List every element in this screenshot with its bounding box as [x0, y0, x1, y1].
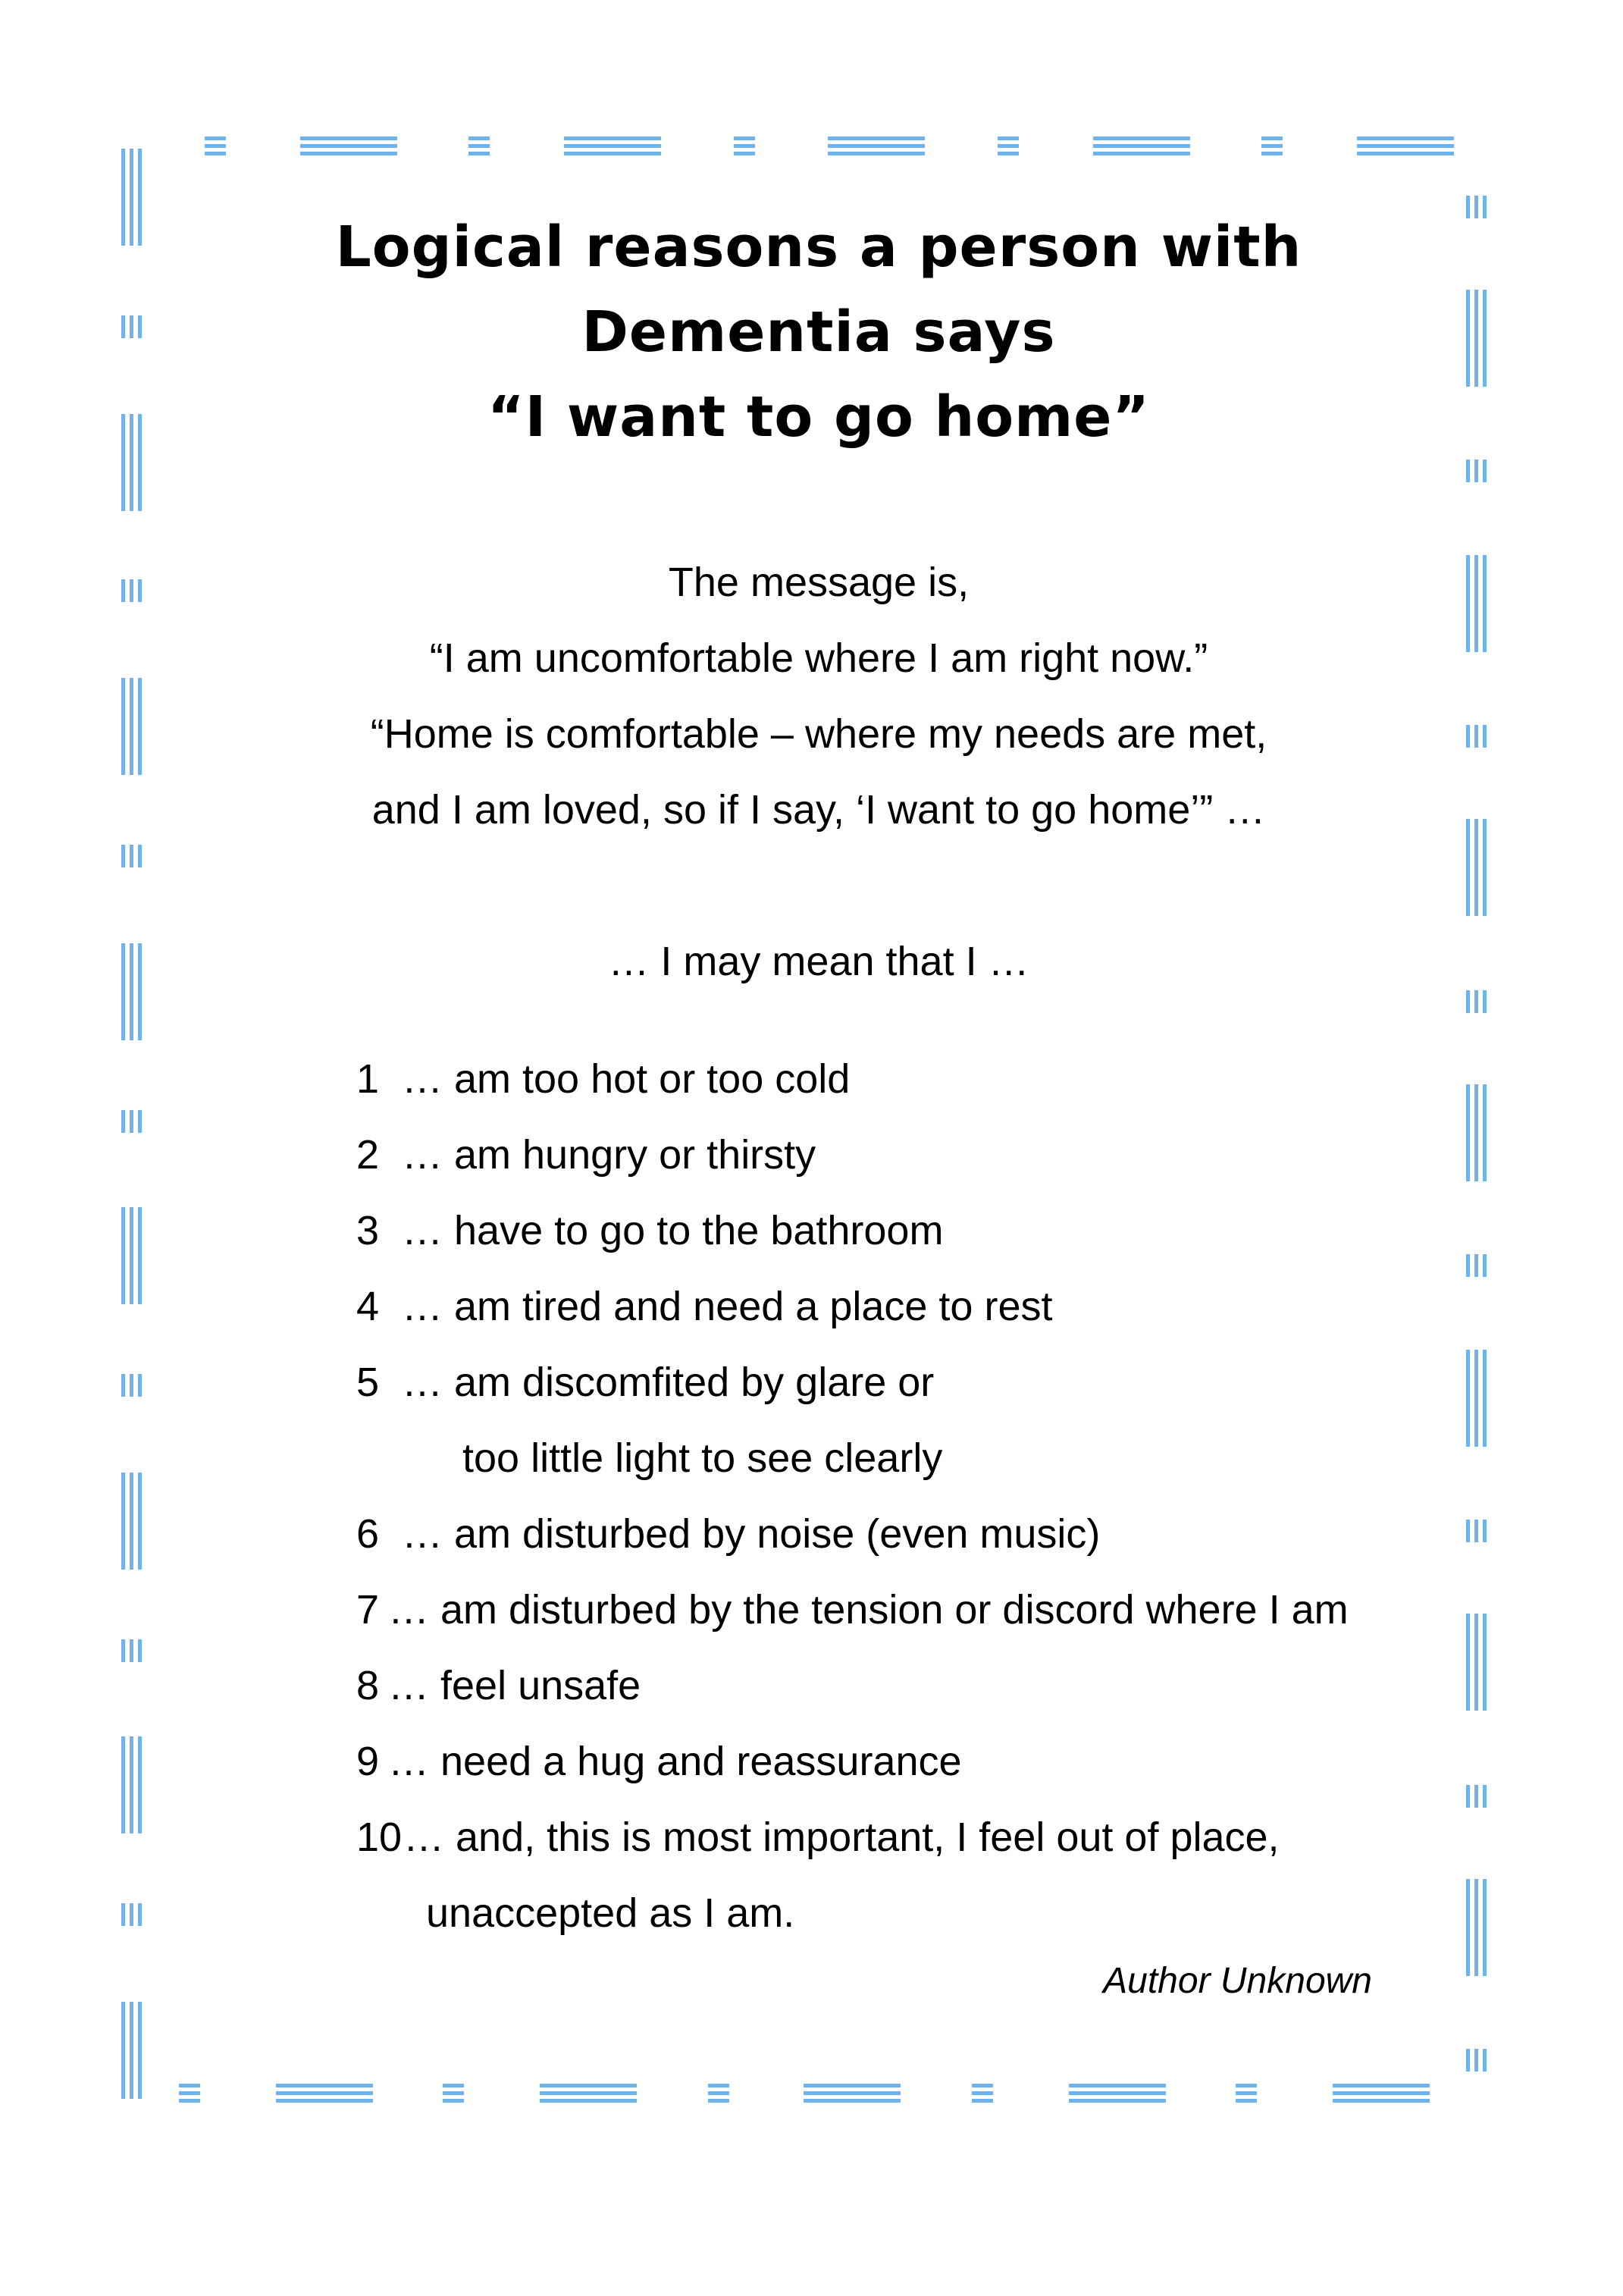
item-number: 9 [356, 1739, 380, 1784]
list-item [356, 1648, 1448, 1724]
border-dash [1466, 1084, 1487, 1181]
border-dash [1466, 1254, 1487, 1277]
item-number: 1 [356, 1056, 380, 1102]
list-item [356, 1724, 1448, 1799]
item-text: … have to go to the bathroom [402, 1208, 944, 1253]
reasons-list [356, 1041, 1448, 1951]
border-dash [121, 414, 142, 511]
title-line: “I want to go home” [487, 384, 1151, 450]
list-item-continuation [356, 1420, 1448, 1496]
border-dash [564, 136, 661, 155]
border-dash [1466, 725, 1487, 748]
border-dash [121, 1110, 142, 1133]
border-dash [179, 2084, 200, 2103]
border-dash [121, 845, 142, 867]
message-line: “I am uncomfortable where I am right now.” [429, 635, 1208, 681]
border-dash [804, 2084, 901, 2103]
list-item [356, 1496, 1448, 1572]
item-text: … am hungry or thirsty [402, 1132, 816, 1178]
border-dash [1466, 990, 1487, 1013]
message-block [227, 544, 1410, 848]
border-dash [828, 136, 925, 155]
document-title [227, 205, 1410, 460]
border-dash [121, 943, 142, 1040]
border-dash [300, 136, 397, 155]
item-text: … am disturbed by noise (even music) [402, 1511, 1101, 1557]
list-item [356, 1344, 1448, 1420]
item-text: … am too hot or too cold [402, 1056, 851, 1102]
border-dash [121, 678, 142, 775]
border-dash [1261, 136, 1283, 155]
border-dash [1466, 196, 1487, 218]
message-line: The message is, [668, 560, 970, 605]
border-dash [121, 149, 142, 246]
border-dash [1236, 2084, 1257, 2103]
border-dash [972, 2084, 993, 2103]
border-dash [1466, 460, 1487, 482]
list-item [356, 1572, 1448, 1648]
border-dash [121, 1473, 142, 1570]
border-dash [121, 315, 142, 338]
border-dash [1466, 1879, 1487, 1976]
item-number: 3 [356, 1208, 380, 1253]
border-dash [1466, 1350, 1487, 1447]
border-dash [443, 2084, 464, 2103]
border-dash [121, 579, 142, 602]
item-number: 4 [356, 1284, 380, 1329]
border-dash [1466, 1785, 1487, 1808]
list-item [356, 1269, 1448, 1344]
border-dash [1069, 2084, 1166, 2103]
list-item-continuation [356, 1875, 1448, 1951]
border-dash [734, 136, 755, 155]
item-text: … am discomfited by glare or [402, 1360, 935, 1405]
item-text: … need a hug and reassurance [388, 1739, 962, 1784]
border-dash [468, 136, 490, 155]
item-number: 8 [356, 1663, 380, 1708]
item-number: 2 [356, 1132, 380, 1178]
border-dash [708, 2084, 729, 2103]
border-dash [121, 1639, 142, 1662]
lead-line: … I may mean that I … [608, 939, 1029, 984]
item-text: … feel unsafe [388, 1663, 641, 1708]
title-line: Logical reasons a person with [335, 215, 1302, 280]
border-dash [205, 136, 226, 155]
list-item [356, 1117, 1448, 1193]
author-credit: Author Unknown [1103, 1961, 1372, 2001]
item-number: 5 [356, 1360, 380, 1405]
border-dash [540, 2084, 637, 2103]
border-dash [1333, 2084, 1430, 2103]
border-dash [121, 2002, 142, 2099]
item-text: unaccepted as I am. [426, 1890, 795, 1936]
item-number: 10 [356, 1815, 403, 1860]
list-item [356, 1799, 1448, 1875]
border-dash [121, 1903, 142, 1926]
border-dash [121, 1736, 142, 1833]
border-dash [121, 1207, 142, 1304]
border-dash [1466, 555, 1487, 652]
border-dash [1466, 819, 1487, 916]
title-line: Dementia says [581, 300, 1056, 365]
item-text: too little light to see clearly [462, 1435, 943, 1481]
item-number: 6 [356, 1511, 380, 1557]
border-dash [1466, 2049, 1487, 2072]
border-dash [121, 1374, 142, 1397]
message-line: and I am loved, so if I say, ‘I want to go home’” … [371, 787, 1266, 833]
list-item [356, 1193, 1448, 1269]
item-text: … am disturbed by the tension or discord where I am [388, 1587, 1349, 1633]
border-dash [998, 136, 1019, 155]
border-dash [276, 2084, 373, 2103]
border-dash [1093, 136, 1190, 155]
message-line: “Home is comfortable – where my needs are met, [370, 711, 1267, 757]
item-number: 7 [356, 1587, 380, 1633]
border-dash [1357, 136, 1454, 155]
item-text: … am tired and need a place to rest [402, 1284, 1053, 1329]
border-dash [1466, 1520, 1487, 1542]
list-item [356, 1041, 1448, 1117]
border-dash [1466, 1614, 1487, 1711]
border-dash [1466, 290, 1487, 387]
item-text: … and, this is most important, I feel out of place, [403, 1815, 1280, 1860]
